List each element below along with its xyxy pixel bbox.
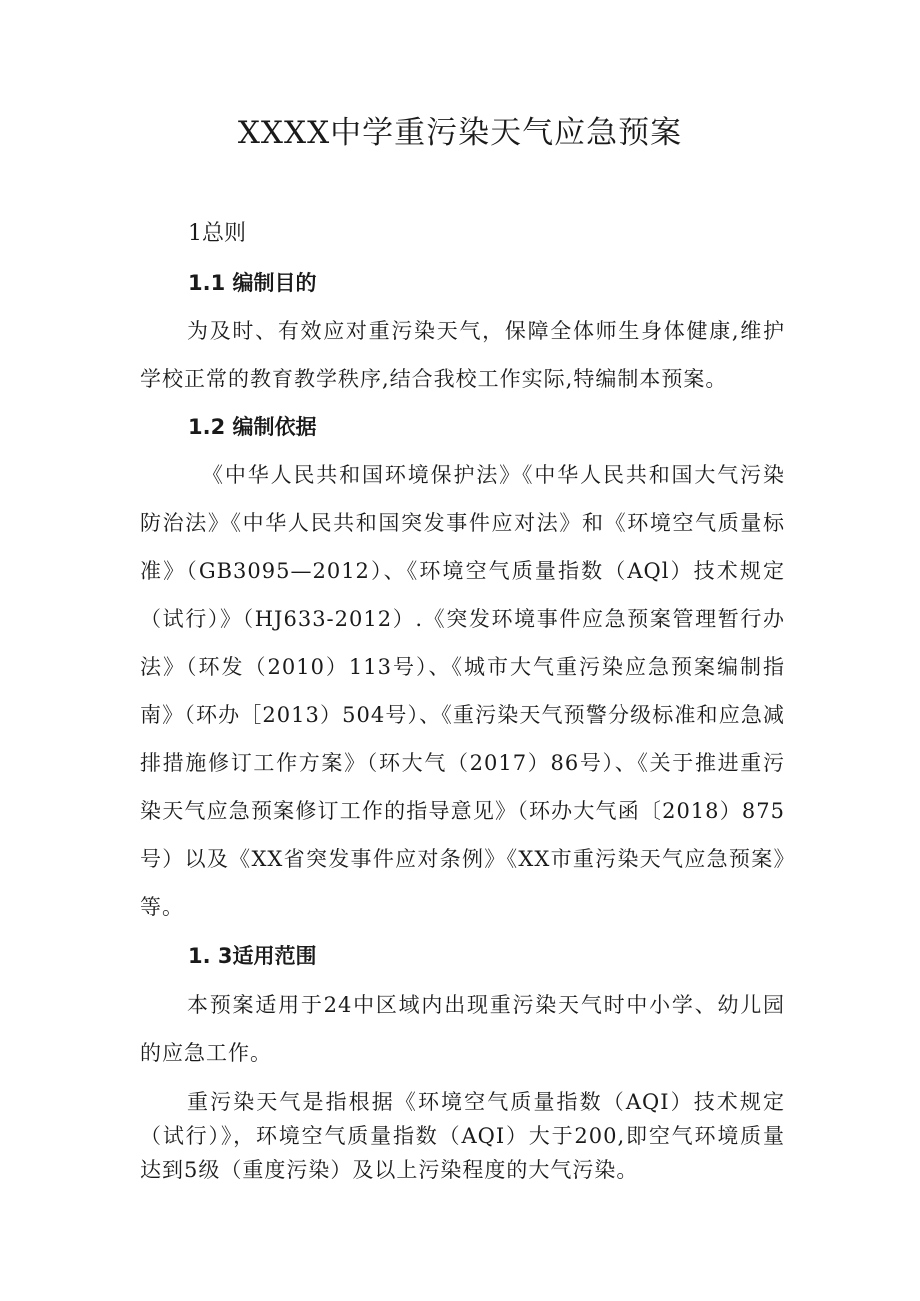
- paragraph-definition: 重污染天气是指根据《环境空气质量指数（AQI）技术规定（试行）》，环境空气质量指数（AQI）大于200,即空气环境质量达到5级（重度污染）及以上污染程度的大气污染。: [140, 1090, 785, 1182]
- paragraph-basis: 《中华人民共和国环境保护法》《中华人民共和国大气污染防治法》《中华人民共和国突发事件应对法》和《环境空气质量标准》（GB3095—2012）、《环境空气质量指数（AQl）技术规定（试行）》（HJ633-2012）.《突发环境事件应急预案管理暂行办法》（环发（2010）113号）、《城市大气重污染应急预案编制指南》（环办［2013）504号）、《重污染天气预警分级标准和应急减排措施修订工作方案》（环大气（2017）86号）、《关于推进重污染天气应急预案修订工作的指导意见》（环办大气函〔2018）875号）以及《XX省突发事件应对条例》《XX市重污染天气应急预案》等。: [140, 463, 785, 919]
- section-heading-basis: 1.2 编制依据: [188, 415, 317, 439]
- paragraph-scope: 本预案适用于24中区域内出现重污染天气时中小学、幼儿园的应急工作。: [140, 993, 785, 1065]
- section-heading-purpose: 1.1 编制目的: [188, 271, 317, 295]
- section-heading-scope: 1. 3适用范围: [188, 944, 317, 968]
- section-heading-general: 1总则: [188, 221, 246, 246]
- document-title: XXXX中学重污染天气应急预案: [237, 115, 683, 151]
- paragraph-purpose: 为及时、有效应对重污染天气，保障全体师生身体健康,维护学校正常的教育教学秩序,结合我校工作实际,特编制本预案。: [140, 319, 785, 391]
